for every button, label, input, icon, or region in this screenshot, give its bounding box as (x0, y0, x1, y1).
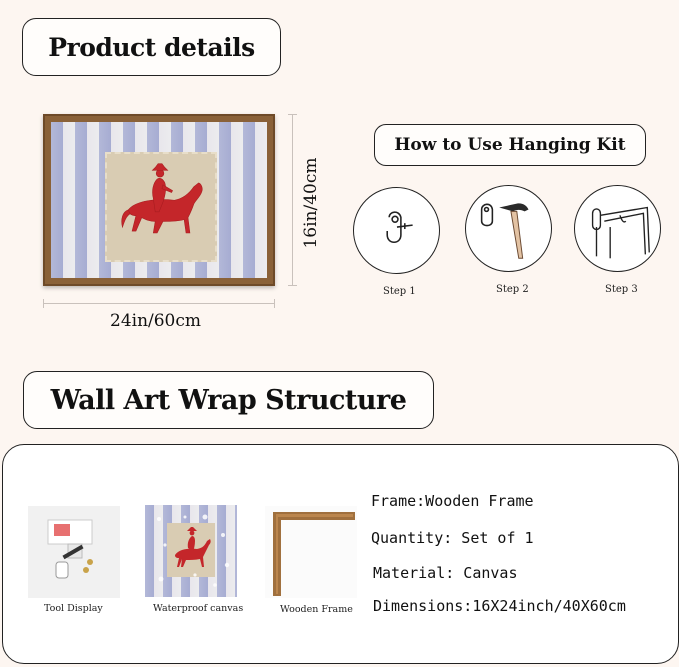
framed-painting (43, 114, 275, 286)
height-label: 16in/40cm (301, 157, 321, 249)
step-3-label: Step 3 (605, 284, 638, 295)
spec-material: Material: Canvas (373, 564, 518, 582)
tool-display-label: Tool Display (44, 603, 103, 614)
tool-display-image (28, 506, 120, 598)
waterproof-canvas-image (145, 505, 237, 597)
wooden-frame-label: Wooden Frame (280, 604, 353, 615)
wrap-structure-heading: Wall Art Wrap Structure (23, 371, 434, 429)
width-dimension-line (43, 303, 275, 304)
product-details-heading: Product details (22, 18, 281, 76)
hanging-kit-heading: How to Use Hanging Kit (374, 124, 646, 166)
cowboy-patch (105, 152, 217, 262)
waterproof-canvas-label: Waterproof canvas (153, 603, 244, 614)
height-dimension-line (292, 114, 293, 286)
wooden-frame-image (265, 506, 357, 598)
step-1-label: Step 1 (383, 286, 416, 297)
spec-quantity: Quantity: Set of 1 (371, 529, 534, 547)
frame-hanging-icon (575, 186, 660, 271)
cowboy-rider-image (107, 154, 215, 260)
step-2-circle (465, 185, 552, 272)
hook-nail-icon (354, 188, 439, 273)
step-2-label: Step 2 (496, 284, 529, 295)
spec-dimensions: Dimensions:16X24inch/40X60cm (373, 597, 626, 615)
striped-canvas (51, 122, 267, 278)
spec-frame: Frame:Wooden Frame (371, 492, 534, 510)
hammer-icon (466, 186, 551, 271)
width-label: 24in/60cm (110, 311, 202, 331)
step-3-circle (574, 185, 661, 272)
step-1-circle (353, 187, 440, 274)
